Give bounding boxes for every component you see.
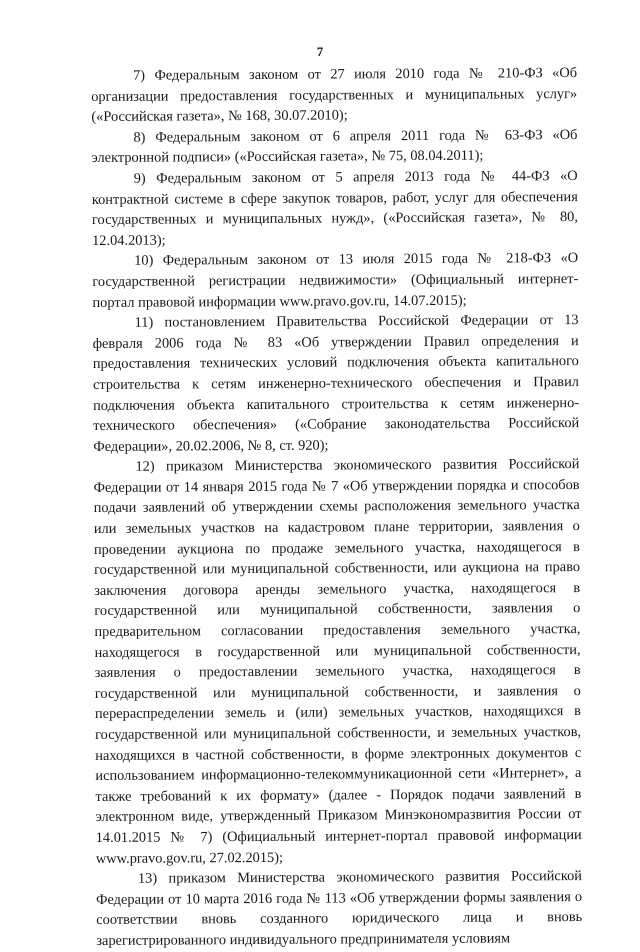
page-number: 7 — [316, 44, 324, 59]
list-item-11: 11) постановлением Правительства Российской Федерации от 13 февраля 2006 года № 83 «Об утверждении Правил определения и предоставления технических условий подключения объекта капитального строительства к сетям инженерно-технического обеспечения и Правил подключения объекта капитального строительства к сетям инженерно-технического обеспечения» («Собрание законодательства Российской Федерации», 20.02.2006, № 8, ст. 920); — [92, 312, 580, 455]
list-item-10: 10) Федеральным законом от 13 июля 2015 года № 218-ФЗ «О государственной регистрации недвижимости» (Официальный интернет-портал правовой информации www.pravo.gov.ru, 14.07.2015); — [92, 250, 579, 311]
list-item-8: 8) Федеральным законом от 6 апреля 2011 года № 63-ФЗ «Об электронной подписи» («Российская газета», № 75, 08.04.2011); — [91, 126, 578, 167]
list-item-13: 13) приказом Министерства экономического развития Российской Федерации от 10 марта 2016 года № 113 «Об утверждении формы заявления о соответствии вновь созданного юридического лица и вновь зарегистрированного индивидуального предпринимателя условиям — [96, 868, 583, 949]
list-item-9: 9) Федеральным законом от 5 апреля 2013 года № 44-ФЗ «О контрактной системе в сфере закупок товаров, работ, услуг для обеспечения государственных и муниципальных нужд», («Российская газета», № 80, 12.04.2013); — [91, 167, 578, 249]
list-item-7: 7) Федеральным законом от 27 июля 2010 года № 210-ФЗ «Об организации предоставления государственных и муниципальных услуг» («Российская газета», № 168, 30.07.2010); — [91, 65, 578, 126]
document-body — [91, 63, 582, 951]
list-item-12: 12) приказом Министерства экономического развития Российской Федерации от 14 января 2015 года № 7 «Об утверждении порядка и способов подачи заявлений об утверждении схемы расположения земельного участка или земельных участков на кадастровом плане территории, заявления о проведении аукциона по продаже земельного участка, находящегося в государственной или муниципальной собственности, или аукциона на право заключения договора аренды земельного участка, находящегося в государственной или муниципальной собственности, заявления о предварительном согласовании предоставления земельного участка, находящегося в государственной или муниципальной собственности, заявления о предоставлении земельного участка, находящегося в государственной или муниципальной собственности, и заявления о перераспределении земель и (или) земельных участков, находящихся в государственной или муниципальной собственности, и земельных участков, находящихся в частной собственности, в форме электронных документов с использованием информационно-телекоммуникационной сети «Интернет», а также требований к их формату» (далее - Порядок подачи заявлений в электронном виде, утвержденный Приказом Минэкономразвития России от 14.01.2015 № 7) (Официальный интернет-портал правовой информации www.pravo.gov.ru, 27.02.2015); — [93, 456, 582, 867]
